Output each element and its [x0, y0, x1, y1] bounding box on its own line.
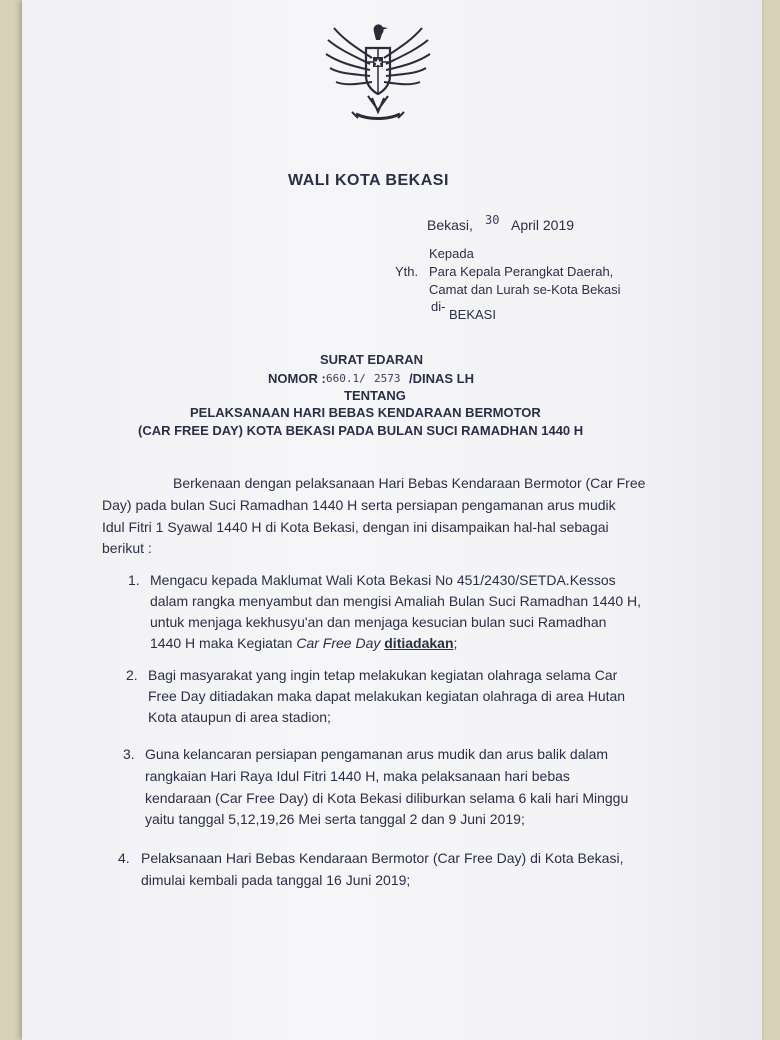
- item-3-number: 3.: [123, 746, 135, 762]
- letter-nomor-handwritten-2: 2573: [374, 372, 401, 385]
- letter-subject-line2: (CAR FREE DAY) KOTA BEKASI PADA BULAN SUCI RAMADHAN 1440 H: [138, 423, 584, 438]
- item-1-number: 1.: [128, 572, 140, 588]
- garuda-emblem-icon: [322, 18, 434, 128]
- intro-line4: berikut :: [102, 540, 152, 556]
- document-page: [22, 0, 762, 1040]
- item-2-number: 2.: [126, 667, 138, 683]
- letter-nomor-label: NOMOR :: [268, 371, 326, 386]
- item-1-line4-italic: Car Free Day: [296, 635, 381, 651]
- recipient-line1: Para Kepala Perangkat Daerah,: [429, 264, 614, 279]
- date-month-year: April 2019: [511, 217, 575, 233]
- letter-nomor-handwritten-1: 660.1/: [326, 372, 366, 385]
- recipient-line2: Camat dan Lurah se-Kota Bekasi: [429, 282, 621, 297]
- letter-subject-line1: PELAKSANAAN HARI BEBAS KENDARAAN BERMOTOR: [190, 405, 541, 420]
- item-1-line1: Mengacu kepada Maklumat Wali Kota Bekasi No 451/2430/SETDA.Kessos: [150, 572, 616, 588]
- letter-nomor-suffix: /DINAS LH: [409, 371, 474, 386]
- recipient-kepada: Kepada: [429, 246, 474, 261]
- item-3-line2: rangkaian Hari Raya Idul Fitri 1440 H, maka pelaksanaan hari bebas: [145, 768, 570, 784]
- recipient-city: BEKASI: [449, 307, 496, 322]
- letter-type: SURAT EDARAN: [320, 352, 424, 367]
- date-day-handwritten: 30: [485, 213, 500, 227]
- item-1-line4-emphasis: ditiadakan: [384, 635, 454, 651]
- item-1-line4-text: 1440 H maka Kegiatan: [150, 635, 293, 651]
- item-3-line1: Guna kelancaran persiapan pengamanan arus mudik dan arus balik dalam: [145, 746, 609, 762]
- recipient-di: di-: [431, 299, 446, 314]
- item-2-line1: Bagi masyarakat yang ingin tetap melakukan kegiatan olahraga selama Car: [148, 667, 618, 683]
- item-3-line4: yaitu tanggal 5,12,19,26 Mei serta tanggal 2 dan 9 Juni 2019;: [145, 811, 525, 827]
- recipient-yth: Yth.: [395, 264, 419, 279]
- item-1-line4: [150, 635, 457, 651]
- header-title: WALI KOTA BEKASI: [288, 172, 449, 189]
- item-1-line3: untuk menjaga kekhusyu'an dan menjaga kesucian bulan suci Ramadhan: [150, 614, 607, 630]
- item-2-line2: Free Day ditiadakan maka dapat melakukan kegiatan olahraga di area Hutan: [148, 688, 626, 704]
- item-2-line3: Kota ataupun di area stadion;: [148, 709, 331, 725]
- item-1-line4-end: ;: [453, 635, 458, 651]
- intro-line2: Day) pada bulan Suci Ramadhan 1440 H serta persiapan pengamanan arus mudik: [102, 497, 616, 513]
- item-3-line3: kendaraan (Car Free Day) di Kota Bekasi diliburkan selama 6 kali hari Minggu: [145, 790, 629, 806]
- intro-line3: Idul Fitri 1 Syawal 1440 H di Kota Bekasi, dengan ini disampaikan hal-hal sebagai: [102, 519, 609, 535]
- item-4-line2: dimulai kembali pada tanggal 16 Juni 2019;: [141, 872, 411, 888]
- item-1-line2: dalam rangka menyambut dan mengisi Amaliah Bulan Suci Ramadhan 1440 H,: [150, 593, 642, 609]
- item-4-number: 4.: [118, 850, 130, 866]
- date-place: Bekasi,: [427, 217, 473, 233]
- intro-line1: Berkenaan dengan pelaksanaan Hari Bebas Kendaraan Bermotor (Car Free: [173, 475, 646, 491]
- letter-tentang: TENTANG: [344, 388, 406, 403]
- item-4-line1: Pelaksanaan Hari Bebas Kendaraan Bermotor (Car Free Day) di Kota Bekasi,: [141, 850, 624, 866]
